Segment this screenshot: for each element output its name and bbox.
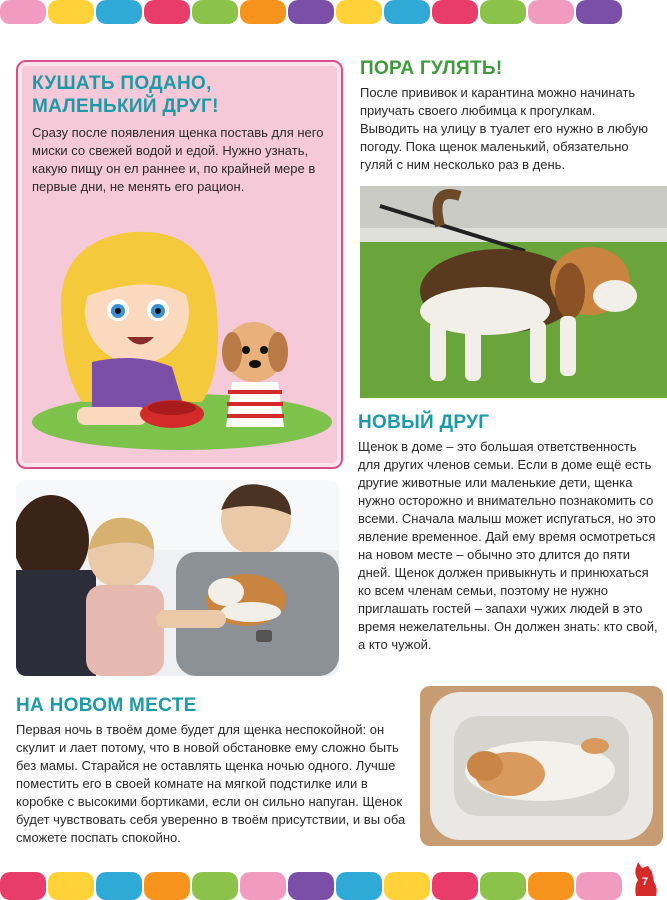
- new-friend-title: НОВЫЙ ДРУГ: [358, 412, 490, 433]
- feeding-title: КУШАТЬ ПОДАНО, МАЛЕНЬКИЙ ДРУГ!: [32, 73, 219, 117]
- walk-text: После прививок и карантина можно начинать приучать своего любимца к прогулкам. Выводить на улицу в туалет его нужно в любую погоду. Пока щенок маленький, обязательно гуляй с ним несколько раз в день.: [360, 85, 649, 172]
- walk-title: ПОРА ГУЛЯТЬ!: [360, 58, 503, 79]
- page-number: 7: [642, 876, 649, 888]
- feeding-text: Сразу после появления щенка поставь для него миски со свежей водой и едой. Нужно узнать, какую пищу он ел раннее и, по крайней мере в первые дни, не менять его рацион.: [32, 125, 324, 194]
- new-place-text: Первая ночь в твоём доме будет для щенка неспокойной: он скулит и лает потому, что в новой обстановке ему сложно быть без мамы. Старайся не оставлять щенка ночью одного. Лучше поместить его в своей комнате на мягкой подстилке или в коробке с высокими бортиками, если он сильно напуган. Щенок будет чувствовать себя уверенно в твоём присутствии, и вы оба сможете поспать спокойно.: [16, 722, 406, 845]
- page-number-badge: [630, 858, 662, 898]
- feeding-card: [16, 60, 343, 469]
- new-place-title: НА НОВОМ МЕСТЕ: [16, 695, 197, 716]
- family-with-puppy-photo: [16, 480, 339, 676]
- girl-with-puppy-illustration: [22, 202, 337, 457]
- beagle-photo: [360, 186, 667, 398]
- top-puzzle-border: [0, 0, 667, 24]
- new-friend-text: Щенок в доме – это большая ответственность для других членов семьи. Если в доме ещё есть другие животные или маленькие дети, щенка нужно осторожно и внимательно познакомить со всеми. Сначала малыш может испугаться, но это явление временное. Дай ему время осмотреться на новом месте – обычно это длится до пяти дней. Щенок должен привыкнуть и принюхаться ко всем членам семьи, поэтому не нужно приглашать гостей – запахи чужих людей в это время нежелательны. Он должен знать: кто свой, а кто чужой.: [358, 439, 658, 652]
- sleeping-puppy-photo: [420, 686, 663, 846]
- bottom-puzzle-border: [0, 872, 667, 900]
